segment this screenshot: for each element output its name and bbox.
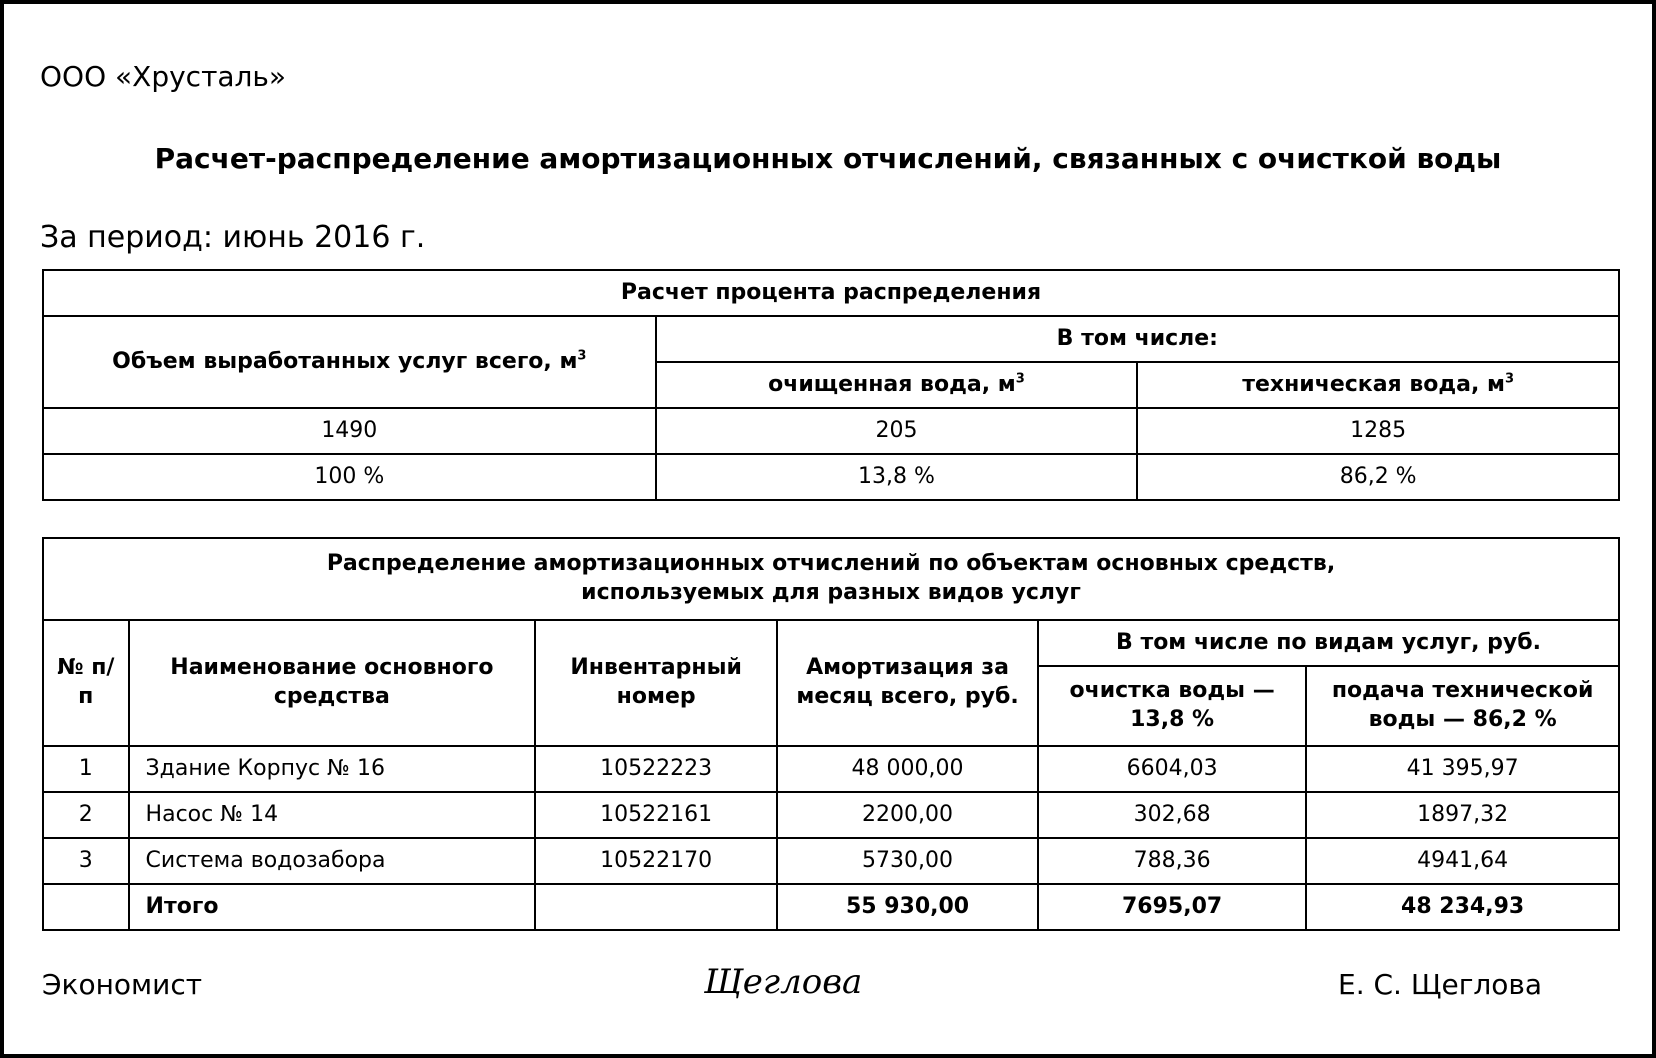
table-cell: 205 bbox=[656, 408, 1138, 454]
table-cell bbox=[535, 884, 777, 930]
table-cell: Система водозабора bbox=[129, 838, 536, 884]
handwritten-signature: Щеглова bbox=[704, 962, 863, 1002]
signer-name: Е. С. Щеглова bbox=[1338, 968, 1543, 1001]
table-cell bbox=[43, 884, 129, 930]
table-cell: 1285 bbox=[1137, 408, 1619, 454]
table-cell: 1897,32 bbox=[1306, 792, 1619, 838]
table-cell: 1490 bbox=[43, 408, 656, 454]
table-row bbox=[43, 838, 1619, 884]
period-label: За период: июнь 2016 г. bbox=[40, 220, 426, 255]
table2-header-cleaning: очистка воды — 13,8 % bbox=[1038, 666, 1306, 746]
table2-header-tech-supply: подача технической воды — 86,2 % bbox=[1306, 666, 1619, 746]
total-label: Итого bbox=[129, 884, 536, 930]
table-cell: 10522223 bbox=[535, 746, 777, 792]
table-cell: 86,2 % bbox=[1137, 454, 1619, 500]
table-cell: 100 % bbox=[43, 454, 656, 500]
table-cell: 2 bbox=[43, 792, 129, 838]
table-cell: 1 bbox=[43, 746, 129, 792]
table-cell: 2200,00 bbox=[777, 792, 1038, 838]
table-cell: 13,8 % bbox=[656, 454, 1138, 500]
table-cell: Насос № 14 bbox=[129, 792, 536, 838]
organization-name: ООО «Хрусталь» bbox=[40, 60, 287, 93]
table-cell: 5730,00 bbox=[777, 838, 1038, 884]
total-tech-supply: 48 234,93 bbox=[1306, 884, 1619, 930]
table-cell: 6604,03 bbox=[1038, 746, 1306, 792]
table2-caption: Распределение амортизационных отчислений по объектам основных средств, используемых для разных видов услуг bbox=[43, 538, 1619, 620]
document-title: Расчет-распределение амортизационных отчислений, связанных с очисткой воды bbox=[154, 142, 1502, 175]
total-amort: 55 930,00 bbox=[777, 884, 1038, 930]
table-cell: 41 395,97 bbox=[1306, 746, 1619, 792]
table1-header-technical: техническая вода, $м^3$ bbox=[1137, 362, 1619, 408]
table2-header-num: № п/п bbox=[43, 620, 129, 746]
table1-header-total: Объем выработанных услуг всего, $м^3$ bbox=[43, 316, 656, 408]
table2-header-name: Наименование основного средства bbox=[129, 620, 536, 746]
table-row bbox=[43, 746, 1619, 792]
table-cell: 3 bbox=[43, 838, 129, 884]
table-cell: 48 000,00 bbox=[777, 746, 1038, 792]
table-cell: Здание Корпус № 16 bbox=[129, 746, 536, 792]
table2-header-amort: Амортизация за месяц всего, руб. bbox=[777, 620, 1038, 746]
total-cleaning: 7695,07 bbox=[1038, 884, 1306, 930]
table-cell: 10522170 bbox=[535, 838, 777, 884]
table2-header-inventory: Инвентарный номер bbox=[535, 620, 777, 746]
signer-role: Экономист bbox=[42, 968, 203, 1001]
table2-header-including: В том числе по видам услуг, руб. bbox=[1038, 620, 1619, 666]
table1-row-percent bbox=[43, 454, 1619, 500]
table1-caption: Расчет процента распределения bbox=[43, 270, 1619, 316]
table-cell: 4941,64 bbox=[1306, 838, 1619, 884]
table-total-row bbox=[43, 884, 1619, 930]
distribution-percent-table bbox=[42, 269, 1620, 501]
table1-header-including: В том числе: bbox=[656, 316, 1619, 362]
table-cell: 302,68 bbox=[1038, 792, 1306, 838]
amortization-distribution-table bbox=[42, 537, 1620, 931]
table1-header-purified: очищенная вода, $м^3$ bbox=[656, 362, 1138, 408]
table-row bbox=[43, 792, 1619, 838]
table-cell: 788,36 bbox=[1038, 838, 1306, 884]
table1-row-volume bbox=[43, 408, 1619, 454]
table-cell: 10522161 bbox=[535, 792, 777, 838]
